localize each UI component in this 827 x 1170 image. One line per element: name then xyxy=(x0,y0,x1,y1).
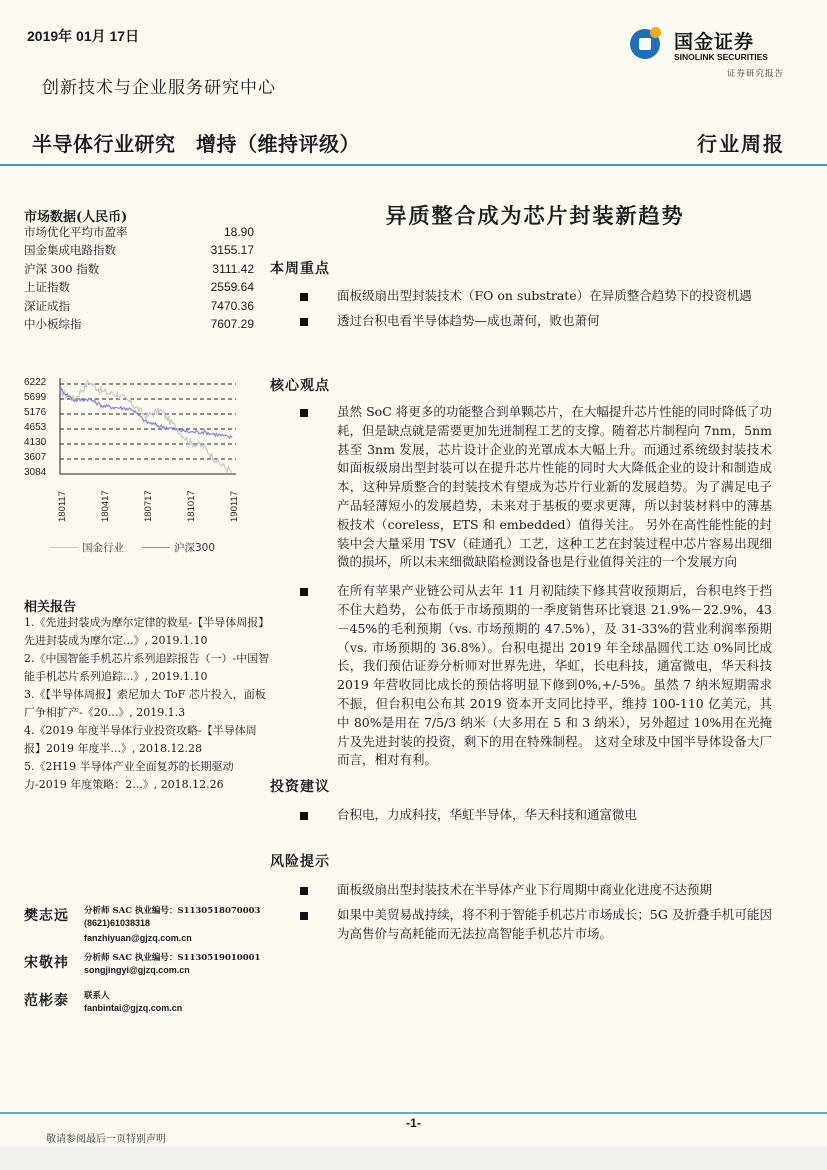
analyst-email[interactable]: fanbintai@gjzq.com.cn xyxy=(84,1003,183,1013)
market-value: 3155.17 xyxy=(210,243,254,258)
legend-label: 沪深300 xyxy=(174,542,216,554)
analyst-phone: (8621)61038318 xyxy=(84,918,151,928)
related-report-link[interactable]: 4.《2019 年度半导体行业投资攻略-【半导体周报】2019 年度半...》, 2018.12.28 xyxy=(24,724,257,755)
legend-swatch-icon xyxy=(50,547,78,549)
related-report-link[interactable]: 2.《中国智能手机芯片系列追踪报告（一）-中国智能手机芯片系列追踪...》, 2019.1.10 xyxy=(24,652,270,683)
index-performance-chart xyxy=(20,372,250,552)
bullet-item xyxy=(270,881,800,900)
research-center-name: 创新技术与企业服务研究中心 xyxy=(42,78,276,98)
related-reports-title: 相关报告 xyxy=(24,600,77,615)
market-value: 7607.29 xyxy=(210,316,254,331)
analyst-email[interactable]: fanzhiyuan@gjzq.com.cn xyxy=(84,933,192,943)
bullet-text: 面板级扇出型封装技术（FO on substrate）在异质整合趋势下的投资机遇 xyxy=(337,288,752,303)
analyst-list xyxy=(24,905,274,1022)
analyst-license: 分析师 SAC 执业编号：S1130518070003 xyxy=(84,906,261,916)
page-number: -1- xyxy=(406,1116,421,1130)
report-type: 行业周报 xyxy=(697,132,785,156)
market-row xyxy=(24,223,256,241)
market-value: 2559.64 xyxy=(210,280,254,295)
related-report-link[interactable]: 5.《2H19 半导体产业全面复苏的长期驱动力-2019 年度策略：2...》, 2018.12.26 xyxy=(24,760,234,791)
bullet-square-icon xyxy=(300,318,308,326)
bullet-item xyxy=(270,403,800,572)
market-row xyxy=(24,278,256,296)
analyst-entry xyxy=(24,990,274,1014)
analyst-entry xyxy=(24,905,274,944)
header-divider xyxy=(0,164,827,166)
analyst-name: 樊志远 xyxy=(24,908,69,924)
section-core-views xyxy=(270,375,800,770)
y-tick-label: 5176 xyxy=(24,407,47,418)
logo-subtitle: 证券研究报告 xyxy=(726,69,784,79)
market-value: 7470.36 xyxy=(210,298,254,313)
disclaimer-note: 敬请参阅最后一页特别声明 xyxy=(46,1134,166,1145)
logo-english-name: SINOLINK SECURITIES xyxy=(674,52,768,62)
section-investment-advice xyxy=(270,776,800,825)
bullet-item xyxy=(270,806,800,825)
section-title: 风险提示 xyxy=(270,854,330,870)
market-value: 18.90 xyxy=(223,225,254,239)
market-label: 上证指数 xyxy=(24,280,70,295)
y-tick-label: 3607 xyxy=(24,452,47,463)
footer-divider xyxy=(0,1112,827,1114)
market-label: 深证成指 xyxy=(24,298,70,313)
section-risk-warning xyxy=(270,851,800,943)
line-chart-plot xyxy=(20,372,250,552)
related-reports-list xyxy=(24,614,270,794)
analyst-entry xyxy=(24,952,274,976)
x-tick-label: 180117 xyxy=(57,491,68,522)
section-weekly-focus xyxy=(270,258,800,331)
bullet-item xyxy=(270,906,800,944)
x-tick-label: 180417 xyxy=(100,490,111,522)
bullet-item xyxy=(270,287,800,306)
analyst-license: 分析师 SAC 执业编号：S1130519010001 xyxy=(84,953,261,963)
bullet-text: 台积电，力成科技，华虹半导体，华天科技和通富微电 xyxy=(337,807,638,822)
document-title: 异质整合成为芯片封装新趋势 xyxy=(385,203,685,228)
section-title: 投资建议 xyxy=(270,779,330,795)
analyst-name: 范彬泰 xyxy=(24,993,69,1009)
section-title: 核心观点 xyxy=(270,378,330,394)
legend-swatch-icon xyxy=(142,547,170,549)
market-data-table xyxy=(24,223,256,333)
market-label: 市场优化平均市盈率 xyxy=(24,225,128,239)
bullet-square-icon xyxy=(300,409,308,417)
legend-item xyxy=(142,540,215,555)
related-report-link[interactable]: 1.《先进封装成为摩尔定律的救星-【半导体周报】先进封装成为摩尔定...》, 2019.1.10 xyxy=(24,616,270,647)
legend-label: 国金行业 xyxy=(82,542,124,554)
bullet-text: 在所有苹果产业链公司从去年 11 月初陆续下修其营收预期后，台积电终于挡不住大趋势，公布低于市场预期的一季度销售环比衰退 21.9%－22.9%，43－45%的毛利预期（vs. 市场预期的 47.5%），及 31-33%的营业利润率预期（vs. 市场预期的 36.8%）。台积电提出 2019 年全球晶圆代工达 0%同比成长，我们预估证券分析师对世界先进，华虹，长电科技，通富微电，华天科技 2019 年营收同比成长的预估将明显下修到0%,+/-5%。虽然 7 纳米短期需求不振，但台积电公布其 2019 资本开支同比持平，维持 100-110 亿美元，其中 80%是用在 7/5/3 纳米（大多用在 5 和 3 纳米），另外超过 10%用在光掩片及先进封装的投资，剩下的用在特殊制程。 这对全球及中国半导体设备大厂而言，相对有利。 xyxy=(337,583,772,768)
market-data-title: 市场数据(人民币) xyxy=(24,210,128,225)
y-tick-label: 6222 xyxy=(24,377,47,388)
bullet-square-icon xyxy=(300,293,308,301)
legend-item xyxy=(50,540,124,555)
y-tick-label: 5699 xyxy=(24,392,47,403)
x-tick-label: 190117 xyxy=(229,491,240,522)
bullet-square-icon xyxy=(300,812,308,820)
market-row xyxy=(24,260,256,278)
bullet-text: 面板级扇出型封装技术在半导体产业下行周期中商业化进度不达预期 xyxy=(337,882,713,897)
y-tick-label: 4653 xyxy=(24,422,47,433)
report-date: 2019年 01月 17日 xyxy=(27,28,140,44)
company-logo xyxy=(630,27,790,79)
bullet-text: 透过台积电看半导体趋势—成也萧何，败也萧何 xyxy=(337,312,600,328)
bullet-text: 如果中美贸易战持续，将不利于智能手机芯片市场成长；5G 及折叠手机可能因为高售价与高耗能而无法拉高智能手机芯片市场。 xyxy=(337,906,772,941)
analyst-name: 宋敬祎 xyxy=(24,955,69,971)
y-tick-label: 3084 xyxy=(24,467,47,478)
analyst-role: 联系人 xyxy=(84,991,110,1001)
bullet-square-icon xyxy=(300,887,308,895)
market-row xyxy=(24,315,256,333)
bullet-item xyxy=(270,312,800,331)
market-row xyxy=(24,241,256,259)
market-value: 3111.42 xyxy=(212,261,254,276)
market-label: 中小板综指 xyxy=(24,316,82,331)
logo-chinese-name: 国金证券 xyxy=(674,31,755,53)
analyst-email[interactable]: songjingyi@gjzq.com.cn xyxy=(84,965,190,975)
x-tick-label: 180717 xyxy=(143,490,154,522)
page-bottom-margin xyxy=(0,1146,827,1170)
related-report-link[interactable]: 3.《【半导体周报】索尼加大 ToF 芯片投入，面板厂争相扩产-《20...》, 2019.1.3 xyxy=(24,688,266,719)
bullet-item xyxy=(270,582,800,770)
market-row xyxy=(24,297,256,315)
report-title: 半导体行业研究 增持（维持评级） xyxy=(32,134,360,156)
market-label: 沪深 300 指数 xyxy=(24,261,100,276)
y-tick-label: 4130 xyxy=(24,437,47,448)
logo-dot-icon xyxy=(650,27,661,38)
chart-legend xyxy=(50,540,215,555)
market-label: 国金集成电路指数 xyxy=(24,243,116,258)
bullet-text: 虽然 SoC 将更多的功能整合到单颗芯片，在大幅提升芯片性能的同时降低了功耗，但是缺点就是需要更加先进制程工艺的支撑。随着芯片制程向 7nm，5nm 甚至 3nm 发展，芯片设计企业的光罩成本大幅上升。而通过系统级封装技术如面板级扇出型封装可以在提升芯片性能的同时大大降低企业的设计和制造成本，这种异质整合的封装技术有望成为芯片行业新的发展趋势。为了满足电子产品轻薄短小的发展趋势，未来对于基板的要求更薄，所以封装材料中的薄基板技术（coreless，ETS 和 embedded）值得关注。 另外在高性能性能的封装中会大量采用 TSV（硅通孔）工艺，这种工艺在封装过程中芯片容易出现细微的损坏，所以未来细微缺陷检测设备也是行业值得关注的一个发展方向 xyxy=(337,404,772,570)
section-title: 本周重点 xyxy=(270,261,330,277)
x-tick-label: 181017 xyxy=(186,490,197,522)
bullet-square-icon xyxy=(300,588,308,596)
bullet-square-icon xyxy=(300,912,308,920)
